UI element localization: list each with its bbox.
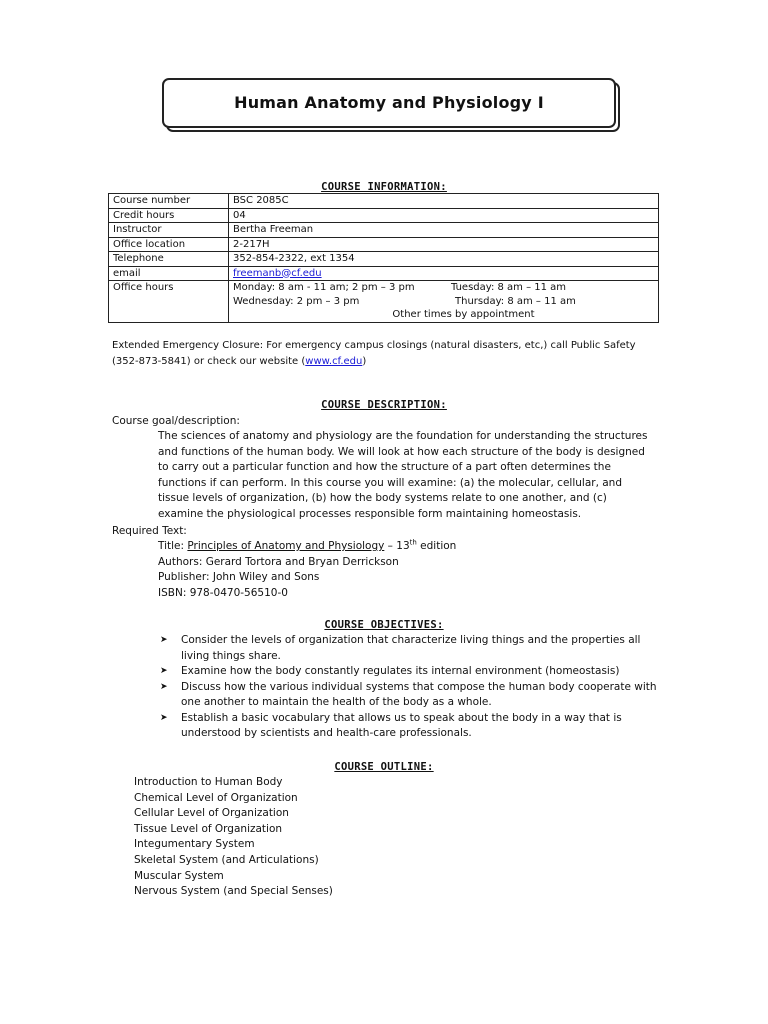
office-hours-wednesday: Wednesday: 2 pm – 3 pm (233, 295, 360, 307)
office-hours-line (233, 295, 654, 309)
row-value: 352-854-2322, ext 1354 (229, 252, 659, 267)
course-objectives-heading-text: COURSE OBJECTIVES: (324, 619, 444, 631)
emergency-closure-notice (112, 338, 657, 370)
list-item: Tissue Level of Organization (134, 822, 283, 835)
objective-text: Consider the levels of organization that characterize living things and the properties all living things share. (181, 634, 641, 662)
objective-text: Discuss how the various individual systems that compose the human body cooperate with one another to maintain the health of the body as a whole. (181, 680, 657, 708)
emergency-close-paren: ) (362, 356, 367, 367)
row-label: email (109, 266, 229, 281)
row-label: Instructor (109, 223, 229, 238)
list-item: Muscular System (134, 869, 224, 882)
edition-superscript: th (409, 538, 417, 547)
course-objectives-heading (0, 618, 768, 634)
arrow-bullet-icon: ➤ (160, 635, 168, 645)
course-description-heading (0, 398, 768, 414)
list-item: Integumentary System (134, 838, 255, 851)
arrow-bullet-icon: ➤ (160, 681, 168, 692)
edition-suffix: edition (416, 540, 457, 552)
row-value: BSC 2085C (229, 194, 659, 209)
table-row (109, 194, 659, 209)
title-prefix: Title: (158, 540, 188, 552)
textbook-title-line (158, 539, 456, 555)
email-cell (229, 266, 659, 281)
list-item (160, 680, 660, 711)
edition-dash: – 13 (384, 540, 410, 552)
list-item: Cellular Level of Organization (134, 807, 289, 820)
row-label: Course number (109, 194, 229, 209)
table-row (109, 208, 659, 223)
list-item: Chemical Level of Organization (134, 791, 298, 804)
list-item (160, 711, 660, 742)
list-item (160, 633, 660, 664)
row-label: Office hours (109, 281, 229, 323)
objective-text: Establish a basic vocabulary that allows us to speak about the body in a way that is understood by scientists and health-care professionals. (181, 711, 622, 739)
office-hours-appointment: Other times by appointment (392, 309, 535, 320)
email-link[interactable]: freemanb@cf.edu (233, 267, 322, 279)
table-row (109, 252, 659, 267)
table-row (109, 266, 659, 281)
title-box (162, 78, 616, 128)
office-hours-tuesday: Tuesday: 8 am – 11 am (451, 282, 567, 293)
office-hours-line (233, 281, 654, 295)
required-text-details (158, 539, 456, 601)
row-label: Office location (109, 237, 229, 252)
arrow-bullet-icon: ➤ (160, 666, 168, 676)
course-description-heading-text: COURSE DESCRIPTION: (321, 399, 447, 411)
objectives-list (160, 633, 660, 742)
row-label: Telephone (109, 252, 229, 267)
table-row (109, 281, 659, 323)
title-box-frame (162, 78, 616, 128)
required-text-label: Required Text: (112, 525, 187, 537)
course-outline-heading (0, 760, 768, 776)
textbook-title: Principles of Anatomy and Physiology (187, 540, 385, 552)
row-value: Bertha Freeman (229, 223, 659, 238)
course-outline-list (134, 775, 333, 900)
textbook-isbn: ISBN: 978-0470-56510-0 (158, 586, 288, 599)
course-outline-heading-text: COURSE OUTLINE: (334, 761, 434, 773)
list-item (160, 664, 660, 680)
office-hours-cell (229, 281, 659, 323)
table-row (109, 223, 659, 238)
emergency-text: Extended Emergency Closure: For emergency campus closings (natural disasters, etc,) call Public Safety (352-873-5841) or check our website ( (112, 340, 636, 367)
row-label: Credit hours (109, 208, 229, 223)
page-title: Human Anatomy and Physiology I (234, 93, 544, 113)
row-value: 04 (229, 208, 659, 223)
office-hours-thursday: Thursday: 8 am – 11 am (455, 295, 576, 307)
website-link[interactable]: www.cf.edu (305, 356, 363, 367)
list-item: Skeletal System (and Articulations) (134, 853, 319, 866)
arrow-bullet-icon: ➤ (160, 712, 168, 723)
textbook-publisher: Publisher: John Wiley and Sons (158, 571, 320, 583)
objective-text: Examine how the body constantly regulates its internal environment (homeostasis) (181, 665, 620, 677)
row-value: 2-217H (229, 237, 659, 252)
list-item: Introduction to Human Body (134, 776, 283, 788)
course-goal-label: Course goal/description: (112, 415, 240, 427)
office-hours-monday: Monday: 8 am - 11 am; 2 pm – 3 pm (233, 282, 415, 293)
course-information-heading-text: COURSE INFORMATION: (321, 181, 447, 193)
table-row (109, 237, 659, 252)
course-information-table (108, 193, 659, 323)
list-item: Nervous System (and Special Senses) (134, 885, 333, 898)
course-description-body: The sciences of anatomy and physiology are the foundation for understanding the structures and functions of the human body. We will look at how each structure of the body is designed to carry out a particular function and how the structure of a part often determines the functions if can perform. In this course you will examine: (a) the molecular, cellular, and tissue levels of organization, (b) how the body systems relate to one another, and (c) examine the physiological processes responsible form maintaining homeostasis. (158, 430, 648, 520)
textbook-authors: Authors: Gerard Tortora and Bryan Derrickson (158, 555, 399, 568)
